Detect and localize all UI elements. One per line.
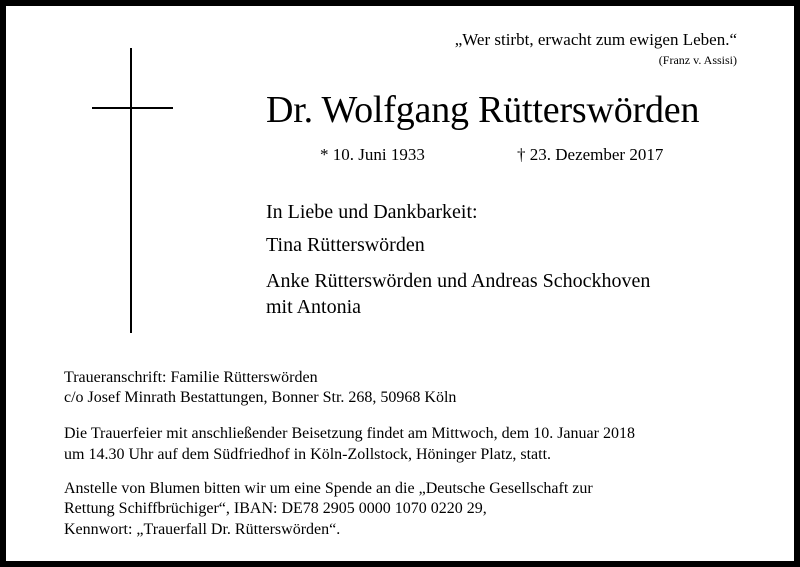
mourner-line: Anke Rütterswörden und Andreas Schockhoven (266, 270, 651, 292)
deceased-name: Dr. Wolfgang Rütterswörden (266, 89, 700, 131)
birth-date: * 10. Juni 1933 (320, 145, 425, 164)
death-date: † 23. Dezember 2017 (517, 145, 664, 164)
donation-line: Anstelle von Blumen bitten wir um eine Spende an die „Deutsche Gesellschaft zur (64, 480, 593, 497)
mourning-address-line: Traueranschrift: Familie Rütterswörden (64, 369, 318, 386)
mourner-line: Tina Rütterswörden (266, 234, 425, 256)
funeral-service-line: um 14.30 Uhr auf dem Südfriedhof in Köln-Zollstock, Höninger Platz, statt. (64, 446, 552, 463)
mourners-intro: In Liebe und Dankbarkeit: (266, 201, 478, 223)
donation-line: Rettung Schiffbrüchiger“, IBAN: DE78 2905 0000 1070 0220 29, (64, 500, 487, 517)
epitaph-quote-source: (Franz v. Assisi) (658, 53, 737, 67)
epitaph-quote: „Wer stirbt, erwacht zum ewigen Leben.“ (454, 30, 737, 49)
mourner-line: mit Antonia (266, 296, 361, 318)
funeral-service-line: Die Trauerfeier mit anschließender Beisetzung findet am Mittwoch, dem 10. Januar 2018 (64, 425, 635, 442)
cross-horizontal-bar (92, 107, 173, 109)
cross-vertical-bar (130, 48, 132, 333)
mourning-address-line: c/o Josef Minrath Bestattungen, Bonner Str. 268, 50968 Köln (64, 389, 457, 406)
donation-line: Kennwort: „Trauerfall Dr. Rütterswörden“. (64, 521, 341, 538)
